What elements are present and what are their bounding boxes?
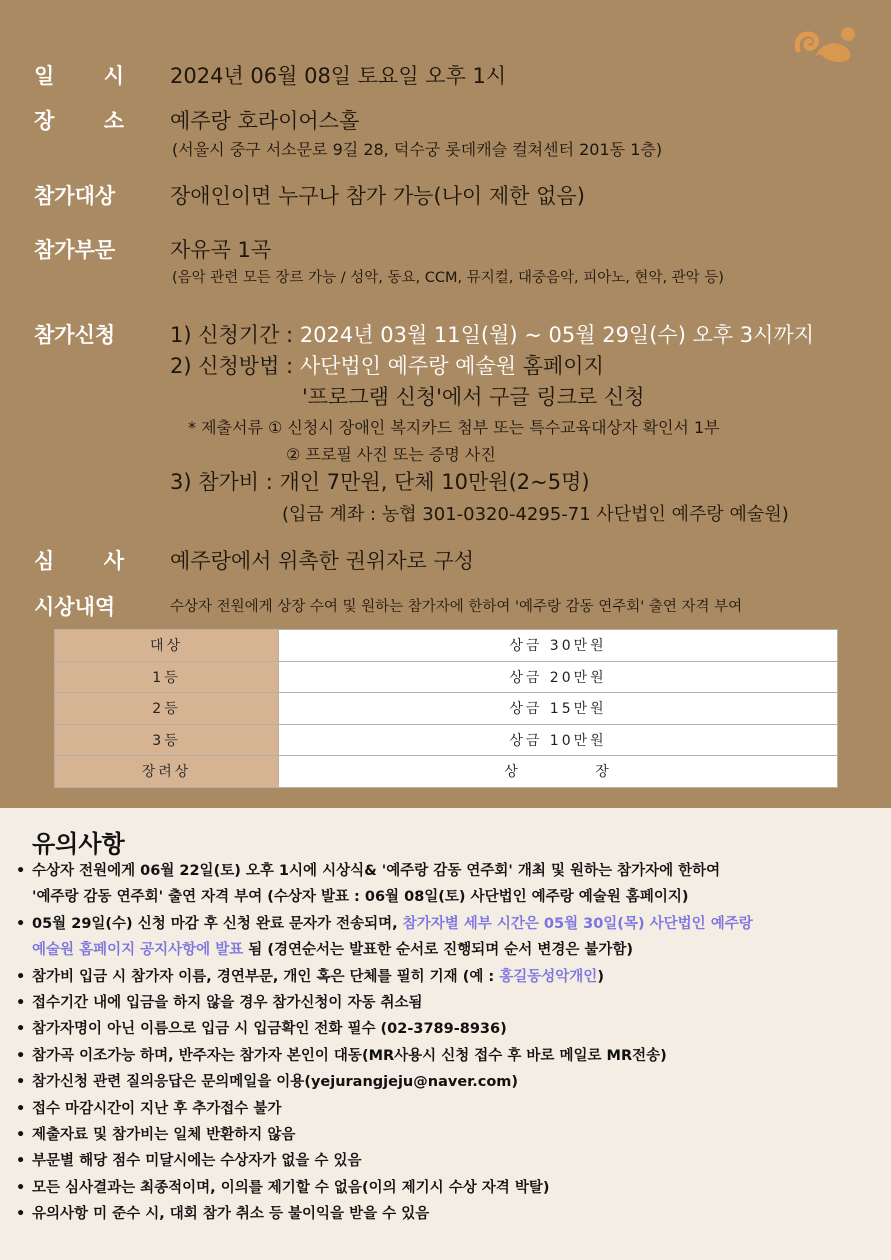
prize-rank: 대상 bbox=[55, 630, 279, 662]
award-label: 시상내역 bbox=[34, 595, 116, 619]
list-item: 예술원 홈페이지 공지사항에 발표 됨 (경연순서는 발표한 순서로 진행되며 순서 변경은 불가함) bbox=[32, 942, 634, 959]
place-value: 예주랑 호라이어스홀 bbox=[170, 109, 360, 133]
prize-amount: 상금 30만원 bbox=[279, 630, 838, 662]
fee-account: (입금 계좌 : 농협 301-0320-4295-71 사단법인 예주랑 예술원) bbox=[282, 504, 789, 525]
prize-amount: 상 장 bbox=[279, 756, 838, 788]
documents-line1: * 제출서류 ① 신청시 장애인 복지카드 첨부 또는 특수교육대상자 확인서 1부 bbox=[188, 418, 720, 437]
list-item: • 수상자 전원에게 06월 22일(토) 오후 1시에 시상식& '예주랑 감동 연주회' 개최 및 원하는 참가자에 한하여 bbox=[14, 858, 874, 884]
prize-amount: 상금 20만원 bbox=[279, 661, 838, 693]
category-label: 참가부문 bbox=[34, 238, 116, 262]
list-item: • 제출자료 및 참가비는 일체 반환하지 않음 bbox=[14, 1122, 874, 1148]
table-row bbox=[55, 630, 838, 662]
list-item: • 참가신청 관련 질의응답은 문의메일을 이용(yejurangjeju@naver.com) bbox=[14, 1069, 874, 1095]
date-label: 일 시 bbox=[34, 64, 124, 88]
table-row bbox=[55, 693, 838, 725]
prize-table bbox=[54, 629, 838, 788]
judge-label: 심 사 bbox=[34, 549, 124, 573]
prize-amount: 상금 15만원 bbox=[279, 693, 838, 725]
apply-period: 1) 신청기간 : 2024년 03월 11일(월) ~ 05월 29일(수) 오후 3시까지 bbox=[170, 323, 815, 347]
target-label: 참가대상 bbox=[34, 184, 116, 208]
prize-rank: 3등 bbox=[55, 724, 279, 756]
place-address: (서울시 중구 서소문로 9길 28, 덕수궁 롯데캐슬 컬쳐센터 201동 1층) bbox=[172, 140, 663, 159]
prize-amount: 상금 10만원 bbox=[279, 724, 838, 756]
list-item: • 참가비 입금 시 참가자 이름, 경연부문, 개인 혹은 단체를 필히 기재 (예 : 홍길동성악개인) bbox=[14, 964, 874, 990]
list-item: • 부문별 해당 점수 미달시에는 수상자가 없을 수 있음 bbox=[14, 1148, 874, 1174]
judge-value: 예주랑에서 위촉한 권위자로 구성 bbox=[170, 549, 475, 573]
notice-title: 유의사항 bbox=[32, 830, 125, 858]
date-value: 2024년 06월 08일 토요일 오후 1시 bbox=[170, 64, 507, 88]
list-item: • 유의사항 미 준수 시, 대회 참가 취소 등 불이익을 받을 수 있음 bbox=[14, 1201, 874, 1227]
fee: 3) 참가비 : 개인 7만원, 단체 10만원(2~5명) bbox=[170, 470, 590, 494]
apply-period-value: 2024년 03월 11일(월) ~ 05월 29일(수) 오후 3시까지 bbox=[299, 323, 815, 347]
documents-line2: ② 프로필 사진 또는 증명 사진 bbox=[286, 445, 496, 464]
notice-list bbox=[14, 858, 874, 1228]
yejurang-logo-icon bbox=[790, 16, 862, 68]
apply-label: 참가신청 bbox=[34, 323, 116, 347]
apply-method: 2) 신청방법 : 사단법인 예주랑 예술원 홈페이지 bbox=[170, 354, 604, 378]
list-item: '예주랑 감동 연주회' 출연 자격 부여 (수상자 발표 : 06월 08일(토) 사단법인 예주랑 예술원 홈페이지) bbox=[32, 889, 689, 906]
award-value: 수상자 전원에게 상장 수여 및 원하는 참가자에 한하여 '예주랑 감동 연주회' 출연 자격 부여 bbox=[170, 599, 743, 615]
apply-method-link[interactable]: 사단법인 예주랑 예술원 bbox=[299, 354, 517, 378]
list-item: • 모든 심사결과는 최종적이며, 이의를 제기할 수 없음(이의 제기시 수상 자격 박탈) bbox=[14, 1175, 874, 1201]
apply-method-line2: '프로그램 신청'에서 구글 링크로 신청 bbox=[302, 385, 645, 409]
table-row bbox=[55, 661, 838, 693]
list-item: • 05월 29일(수) 신청 마감 후 신청 완료 문자가 전송되며, 참가자별 세부 시간은 05월 30일(목) 사단법인 예주랑 bbox=[14, 911, 874, 937]
prize-rank: 1등 bbox=[55, 661, 279, 693]
list-item: • 접수 마감시간이 지난 후 추가접수 불가 bbox=[14, 1096, 874, 1122]
category-note: (음악 관련 모든 장르 가능 / 성악, 동요, CCM, 뮤지컬, 대중음악, 피아노, 현악, 관악 등) bbox=[172, 270, 724, 286]
prize-rank: 장려상 bbox=[55, 756, 279, 788]
list-item: • 접수기간 내에 입금을 하지 않을 경우 참가신청이 자동 취소됨 bbox=[14, 990, 874, 1016]
place-label: 장 소 bbox=[34, 109, 124, 133]
table-row bbox=[55, 724, 838, 756]
prize-rank: 2등 bbox=[55, 693, 279, 725]
list-item: • 참가자명이 아닌 이름으로 입금 시 입금확인 전화 필수 (02-3789-8936) bbox=[14, 1016, 874, 1042]
category-value: 자유곡 1곡 bbox=[170, 238, 272, 262]
list-item: • 참가곡 이조가능 하며, 반주자는 참가자 본인이 대동(MR사용시 신청 접수 후 바로 메일로 MR전송) bbox=[14, 1043, 874, 1069]
target-value: 장애인이면 누구나 참가 가능(나이 제한 없음) bbox=[170, 184, 585, 208]
table-row bbox=[55, 756, 838, 788]
